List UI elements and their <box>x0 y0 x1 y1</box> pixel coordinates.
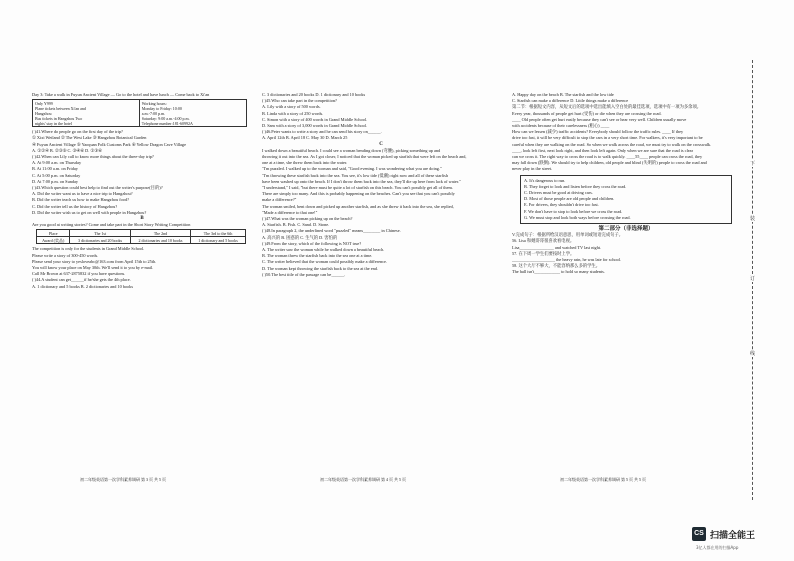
question-line: A. April 12th B. April 18 C. May 30 D. March 25 <box>262 135 348 141</box>
passage-line: The woman smiled, bent down and picked up another starfish, and as she threw it back into the sea, she replied, <box>262 203 454 209</box>
passage-line: "I understand," I said, "but there must be quite a lot of starfish on this beach. You can't possibly get all of them. <box>262 185 453 191</box>
question-line: ( )45.Who can take part in the competition? <box>262 98 337 104</box>
binding-mark: 线 <box>750 352 756 357</box>
question-line: ( )48.In paragraph 2, the underlined word "puzzled" means________ in Chinese. <box>262 228 401 234</box>
column-right <box>512 92 740 276</box>
question-line: ( )47.What was the woman picking up on the beach? <box>262 216 353 222</box>
col2-questions <box>262 216 500 278</box>
passage-line: with accidents because of their carelessness (粗心) ____ <box>512 123 610 129</box>
question-line: ( )43.Which question could best help to find out the writer's purpose(目的)? <box>32 185 163 191</box>
table-line: Plane tickets between Xi'an and <box>35 105 86 111</box>
award-cell: 1 dictionary and 5 books <box>191 237 246 244</box>
passage-line: never play in the street. <box>512 166 553 172</box>
col1-questions <box>32 129 252 216</box>
question-line: A. Starfish. B. Fish. C. Sand. D. Stone. <box>262 222 330 228</box>
passage-line: ____, look left first, next look right, and then look left again. Only when we are sure that the road is clear <box>512 147 694 153</box>
award-table-header-row <box>37 230 246 237</box>
question-line: B. Did the writer teach us how to make Hangzhou food? <box>32 197 130 203</box>
section-c-heading: C <box>379 141 383 147</box>
question-line: ( )46.Peter wants to write a story and he can send his story on______. <box>262 129 382 135</box>
passage-line: "Made a difference to that one!" <box>262 209 318 215</box>
question-line: C. Simon with a story of 400 words in Grand Middle School. <box>262 116 368 122</box>
question-line: V.完成句子：根据所给汉语意思，用单词或短语完成句子。 <box>512 232 624 238</box>
table-line: Monday to Friday: 10:00 <box>141 105 182 111</box>
option-line: B. They forget to look and listen before they cross the road. <box>524 183 627 189</box>
binding-mark: 下 <box>750 162 756 167</box>
question-line: ( )49.From the story, which of the following is NOT true? <box>262 240 362 246</box>
question-line: C. Did the writer tell us the history of Hangzhou? <box>32 203 118 209</box>
part-two-title: 第二部分（非选择题） <box>598 226 654 233</box>
question-line: A. The writer saw the woman while he walked down a beautiful beach. <box>262 247 385 253</box>
passage-line: 第二节：根据短文内容，从短文后的选项中选出能填入空白处的最佳选项，选项中有一项为多余项。 <box>512 104 702 110</box>
question-line: C. The writer believed that the woman could possibly make a difference. <box>262 259 388 265</box>
question-line: ① Xixi Wetland ② The West Lake ③ Hangzhou Botanical Garden <box>32 135 147 141</box>
text-line: Are you good at writing stories? Come and take part in the Short Story Writing Competition <box>32 222 191 228</box>
passage-line: A. Happy day on the beach B. The starfish and the low tide <box>512 92 614 97</box>
section-b-heading: B <box>140 216 144 222</box>
question-line: D. At 7:00 p.m. on Sunday <box>32 178 79 184</box>
passage-line: drive too fast, it will be very difficult to stop the cars in a very short time. For walkers, it's very important to be <box>512 135 703 141</box>
passage-line: I walked down a beautiful beach. I could see a woman bending down (弯腰), picking something up and <box>262 147 441 153</box>
question-line: 56. Lisa 和她哥哥很喜欢看电视。 <box>512 238 575 244</box>
footer-page-5: 初二年级英语第一次学科素养调研 第 5 页 共 5 页 <box>560 477 646 482</box>
question-line: ( )41.Where do people go on the first day of the trip? <box>32 129 123 135</box>
award-header-cell: The 3rd to the 6th <box>191 230 246 237</box>
passage-line: There are simply too many. And this is probably happening on the beaches. Can't you see that you can't possibly <box>262 191 455 197</box>
award-header-cell: The 2nd <box>130 230 190 237</box>
question-line: Please write a story of 300-450 words. <box>32 252 99 258</box>
question-line: Call Mr Brown at 637-2875832 if you have questions. <box>32 271 126 277</box>
award-header-cell: Place <box>37 230 70 237</box>
question-line: C. 3 dictionaries and 20 books D. 1 dictionary and 10 books <box>262 92 366 97</box>
table-line: Hangzhou <box>35 110 52 116</box>
award-cell: 3 dictionaries and 20 books <box>70 237 130 244</box>
options-box <box>520 175 732 224</box>
scanner-app-name: 扫描全能王 <box>710 531 756 541</box>
scanner-watermark <box>692 527 792 555</box>
table-line: Only Y999 <box>35 100 53 106</box>
text-line: Day 3: Take a walk in Fuyun Ancient Village — Go to the hotel and have lunch — Come back to Xi'an <box>32 92 210 97</box>
binding-line <box>752 60 765 500</box>
question-line: Please send your story to yesloveabc@163.com from April 15th to 25th. <box>32 258 157 264</box>
question-line: The hall isn't____________ to hold so many students. <box>512 269 605 275</box>
passage-line: can we cross it. The right way to cross the road is to walk quickly. ____55____ people can cross the road, they <box>512 154 703 160</box>
scanner-logo-icon: CS <box>692 527 706 541</box>
option-line: C. Drivers must be good at driving cars. <box>524 190 593 196</box>
question-line: ( )50.The best title of the passage can be______. <box>262 271 346 277</box>
question-line: ( )44.A student can get______if he/she gets the 4th place. <box>32 277 131 283</box>
question-line: 58. 这个大厅不够大，不能容纳那么多的学生。 <box>512 263 601 269</box>
question-line: ____________________ the heavy rain, he was late for school. <box>512 257 622 263</box>
column-middle <box>262 92 500 278</box>
passage-line: make a difference?" <box>262 197 297 203</box>
table-line: Working hours: <box>141 100 167 106</box>
table-line: Bus tickets in Hangzhou Two <box>35 115 83 121</box>
question-line: B. At 11:00 a.m. on Friday <box>32 166 78 172</box>
question-line: D. Did the writer wish us to get on well with people in Hangzhou? <box>32 209 147 215</box>
travel-info-table <box>32 99 247 127</box>
question-line: A. Did the writer want us to have a nice trip to Hangzhou? <box>32 191 133 197</box>
binding-mark: 订 <box>750 277 756 282</box>
option-line: A. It's dangerous to run. <box>524 177 566 183</box>
table-line: nights' stay in the hotel <box>35 120 72 126</box>
option-line: G. We must stop and look both ways before crossing the road. <box>524 214 631 220</box>
reading-passage <box>262 148 500 216</box>
passage-line: How can we lessen (减少) traffic accidents? Everybody should follow the traffic rules. ____ If they <box>512 129 684 135</box>
question-line: B. Linda with a story of 250 words. <box>262 110 324 116</box>
column-left <box>32 92 252 290</box>
passage-line: may fall down (跌倒). We should try to help children, old people and blind (失明的) people to cross the road and <box>512 160 707 166</box>
passage-line: Every year, thousands of people get hurt (受伤) or die when they are crossing the road. <box>512 110 662 116</box>
binding-mark: 装 <box>750 217 756 222</box>
passage-line: one at a time, she threw them back into the water. <box>262 160 348 166</box>
col3-end-lines <box>512 232 740 275</box>
table-line: a.m.-7:00 p.m. <box>141 110 166 116</box>
travel-table-right-cell <box>139 100 246 127</box>
travel-table-left-cell <box>33 100 140 127</box>
question-line: A. At 9:00 a.m. on Thursday <box>32 160 82 166</box>
question-line: ④ Fuyun Ancient Village ⑤ Yaoquan Folk Customs Park ⑥ Yellow Dragon Cave Village <box>32 141 186 147</box>
table-line: Saturday: 9:00 a.m.-4:00 p.m. <box>141 115 190 121</box>
passage-line: "I'm throwing these starfish back into the sea. You see, it's low tide (低潮) right now and all of these starfish <box>262 172 449 178</box>
question-line: Lisa________________ and watched TV last night. <box>512 244 602 250</box>
question-line: You will know your place on May 30th. We'll send it to you by e-mail. <box>32 265 154 271</box>
col1-top-lines <box>32 92 252 98</box>
award-table-row <box>37 237 246 244</box>
col2-top-lines <box>262 92 500 142</box>
passage-line: throwing it out into the sea. As I got closer, I noticed that the woman picked up starfish that were left on the beach and, <box>262 154 467 160</box>
award-table <box>36 229 246 244</box>
question-line: The competition is only for the students in Grand Middle School. <box>32 246 145 252</box>
passage-line: "I'm puzzled. I walked up to the woman and said, "Good evening. I was wondering what you are doing." <box>262 166 442 172</box>
option-line: E. For drivers, they shouldn't drive too fast. <box>524 202 599 208</box>
question-line: D. The woman kept throwing the starfish back to the sea at the end. <box>262 265 379 271</box>
question-line: ( )42.When can Lily call to know more things about the three-day trip? <box>32 154 154 160</box>
question-line: A. ①②④ B. ②③⑤ C. ③④⑥ D. ①③⑥ <box>32 147 102 153</box>
footer-page-3: 初二年级英语第一次学科素养调研 第 3 页 共 5 页 <box>80 477 166 482</box>
question-line: 57. 在下周一学生们要按时上学。 <box>512 250 575 256</box>
question-line: D. Sam with a story of 3,000 words in Grand Middle School. <box>262 123 368 129</box>
footer-page-4: 初二年级英语第一次学科素养调研 第 4 页 共 5 页 <box>320 477 406 482</box>
award-header-cell: The 1st <box>70 230 130 237</box>
passage-line: have been washed up onto the beach. If I don't throw them back into the sea, they'll die up here from lack of water." <box>262 178 461 184</box>
question-line: A. Lily with a story of 500 words. <box>262 104 321 110</box>
col1-end-lines <box>32 246 252 289</box>
col3-top-lines <box>512 92 740 173</box>
award-cell: 2 dictionaries and 10 books <box>130 237 190 244</box>
question-line: A. 1 dictionary and 5 books B. 2 dictionaries and 10 books <box>32 283 134 289</box>
table-line: Telephone number:181-60992A <box>141 120 193 126</box>
option-line: D. Most of those people are old people and children. <box>524 196 615 202</box>
passage-line: C. Starfish can make a difference D. Little things make a difference <box>512 98 629 104</box>
passage-line: careful when they are walking on the road. So when we walk across the road, we must try to walk on the crosswalk. <box>512 141 712 147</box>
col1-section-b-lines <box>32 222 252 228</box>
scanner-tagline: 3亿人都在用的扫描App <box>696 545 739 550</box>
question-line: C. At 5:00 p.m. on Saturday <box>32 172 81 178</box>
award-cell: Award (奖品) <box>37 237 70 244</box>
question-line: B. The woman threw the starfish back into the sea one at a time. <box>262 253 373 259</box>
passage-line: ____ Old people often get hurt easily because they can't see or hear very well. Children usually move <box>512 116 687 122</box>
question-line: A. 高兴的 B. 困惑的 C. 生气的 D. 害怕的 <box>262 234 338 240</box>
option-line: F. We don't have to stop to look before we cross the road. <box>524 208 623 214</box>
